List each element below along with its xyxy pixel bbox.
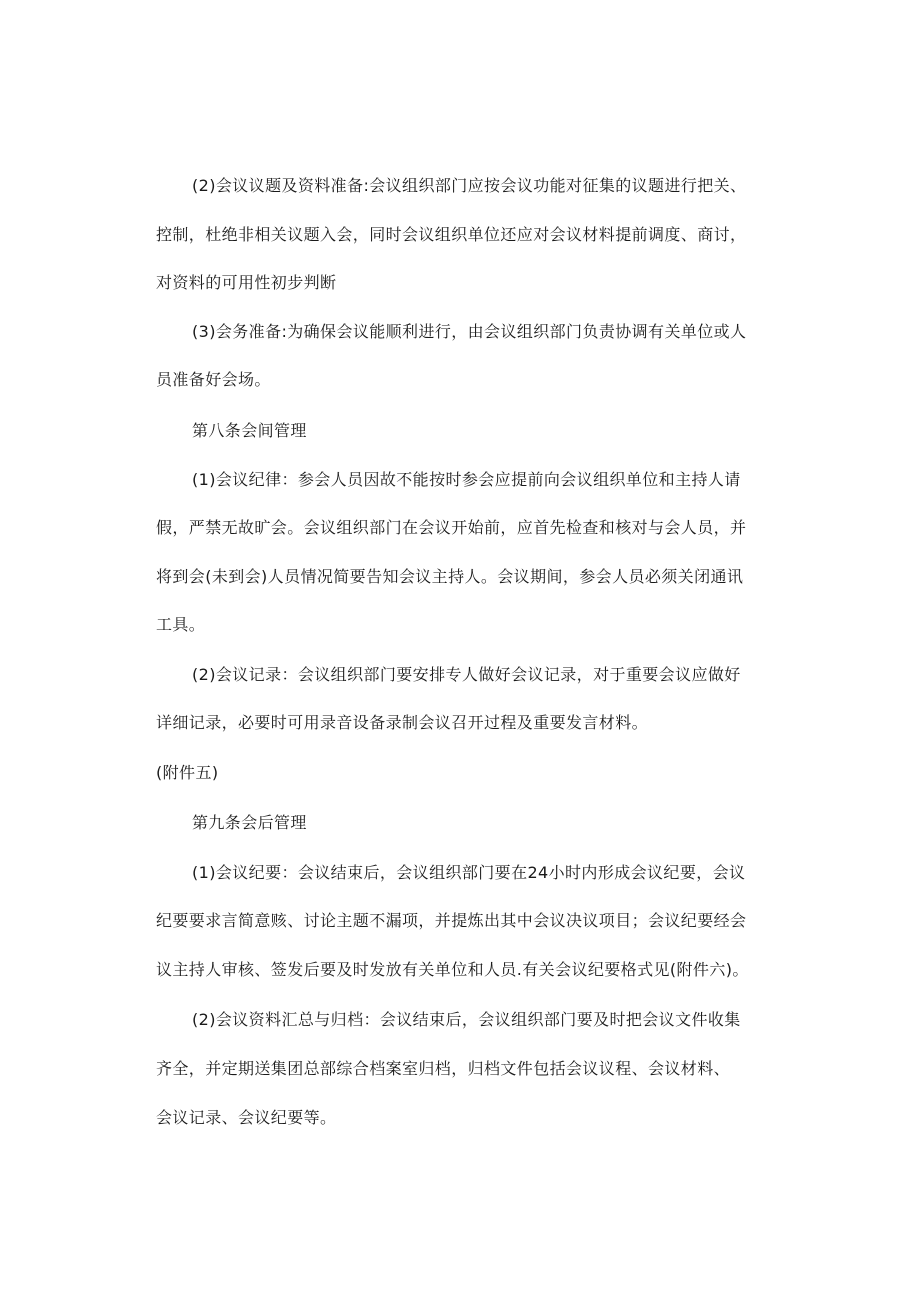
paragraph-9-2-line-1: (2)会议资料汇总与归档：会议结束后，会议组织部门要及时把会议文件收集: [192, 1010, 741, 1029]
paragraph-8-1-line-3: 将到会(未到会)人员情况简要告知会议主持人。会议期间，参会人员必须关闭通讯: [156, 567, 744, 586]
paragraph-7-3-line-2: 员准备好会场。: [156, 370, 271, 389]
paragraph-7-2-line-1: (2)会议议题及资料准备:会议组织部门应按会议功能对征集的议题进行把关、: [192, 176, 747, 195]
paragraph-9-1-line-3: 议主持人审核、签发后要及时发放有关单位和人员.有关会议纪要格式见(附件六)。: [156, 960, 749, 979]
paragraph-7-2-line-3: 对资料的可用性初步判断: [156, 273, 337, 292]
paragraph-8-1-line-4: 工具。: [156, 615, 206, 634]
paragraph-8-1-line-1: (1)会议纪律：参会人员因故不能按时参会应提前向会议组织单位和主持人请: [192, 470, 741, 489]
paragraph-9-1-line-2: 纪要要求言简意赅、讨论主题不漏项，并提炼出其中会议决议项目；会议纪要经会: [156, 911, 747, 930]
paragraph-9-2-line-2: 齐全，并定期送集团总部综合档案室归档，归档文件包括会议议程、会议材料、: [156, 1059, 731, 1078]
paragraph-7-2-line-2: 控制，杜绝非相关议题入会，同时会议组织单位还应对会议材料提前调度、商讨，: [156, 225, 747, 244]
paragraph-8-1-line-2: 假，严禁无故旷会。会议组织部门在会议开始前，应首先检查和核对与会人员，并: [156, 518, 747, 537]
paragraph-8-2-line-2: 详细记录，必要时可用录音设备录制会议召开过程及重要发言材料。: [156, 713, 649, 732]
paragraph-9-1-line-1: (1)会议纪要：会议结束后，会议组织部门要在24小时内形成会议纪要，会议: [192, 863, 746, 882]
paragraph-7-3-line-1: (3)会务准备:为确保会议能顺利进行，由会议组织部门负责协调有关单位或人: [192, 322, 747, 341]
article-8-heading: 第八条会间管理: [192, 421, 307, 440]
article-9-heading: 第九条会后管理: [192, 813, 307, 832]
paragraph-8-2-line-1: (2)会议记录：会议组织部门要安排专人做好会议记录，对于重要会议应做好: [192, 665, 741, 684]
paragraph-9-2-line-3: 会议记录、会议纪要等。: [156, 1108, 337, 1127]
attachment-5-note: (附件五): [156, 763, 219, 782]
